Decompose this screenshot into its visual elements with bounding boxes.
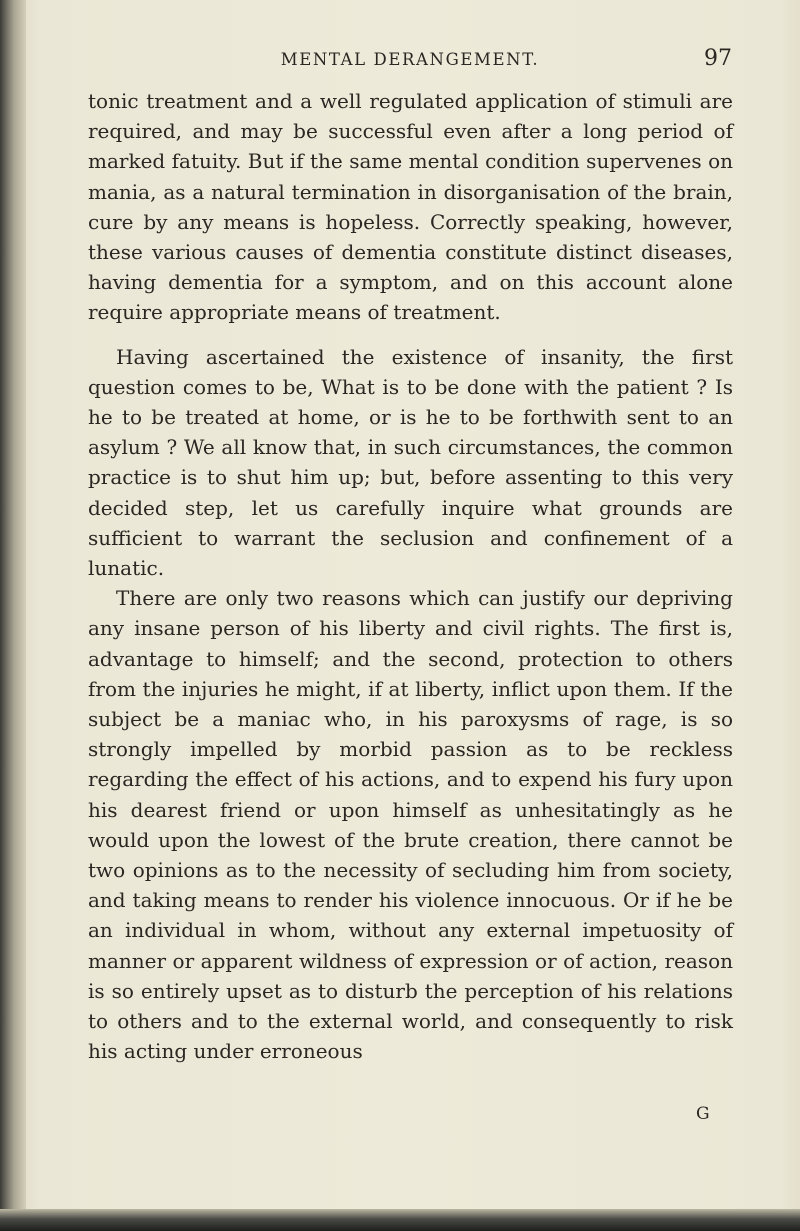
signature-mark: G [696, 1104, 711, 1124]
paragraph-having-ascertained: Having ascertained the existence of insanity, the first question comes to be, What is to be done with the patient ? Is he to be treated at home, or is he to be forthwith sent to an asylum ? We all know that, in such circumstances, the common practice is to shut him up; but, before assenting to this very decided step, let us carefully inquire what grounds are sufficient to warrant the seclusion and confinement of a lunatic. [88, 344, 733, 581]
running-head: MENTAL DERANGEMENT. [280, 50, 540, 69]
page-binding-shadow [0, 0, 26, 1231]
paragraph-two-reasons: There are only two reasons which can justify our depriving any insane person of his liberty and civil rights. The first is, advantage to himself; and the second, protection to others from the injuries he might, if at liberty, inflict upon them. If the subject be a maniac who, in his paroxysms of rage, is so strongly impelled by morbid passion as to be reckless regarding the effect of his actions, and to expend his fury upon his dearest friend or upon himself as unhesitatingly as he would upon the lowest of the brute creation, there cannot be two opinions as to the necessity of secluding him from society, and taking means to render his violence innocuous. Or if he be an individual in whom, without any external impetuosity of manner or apparent wildness of expression or of action, reason is so entirely upset as to disturb the perception of his relations to others and to the external world, and consequently to risk his acting under erroneous [88, 586, 733, 1064]
page-bottom-edge [0, 1209, 800, 1231]
page-number: 97 [704, 46, 732, 71]
page-header [90, 46, 730, 76]
body-text [88, 86, 733, 1067]
paragraph-continued: tonic treatment and a well regulated application of stimuli are required, and may be successful even after a long period of marked fatuity. But if the same mental condition supervenes on mania, as a natural termination in disorganisation of the brain, cure by any means is hopeless. Correctly speaking, however, these various causes of dementia constitute distinct diseases, having dementia for a symptom, and on this account alone require appropriate means of treatment. [88, 89, 733, 325]
